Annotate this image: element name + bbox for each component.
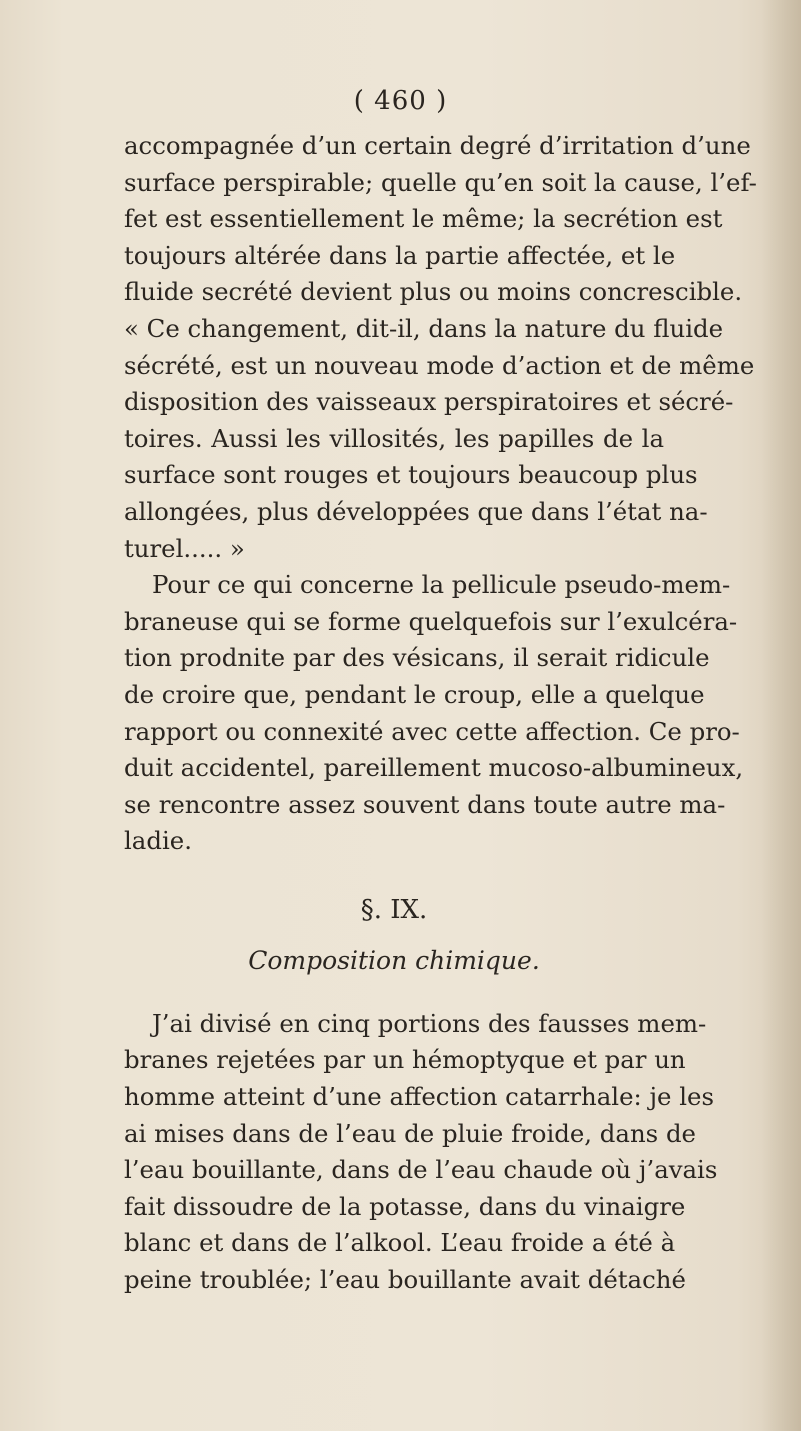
text-line: l’eau bouillante, dans de l’eau chaude où j’avais: [124, 1155, 718, 1185]
page-edge-shadow: [761, 0, 801, 1431]
text-line: turel..... »: [124, 533, 245, 563]
text-line: tion prodnite par des vésicans, il serait ridicule: [124, 643, 710, 673]
section-title: Composition chimique.: [248, 945, 540, 975]
text-line: ai mises dans de l’eau de pluie froide, dans de: [124, 1118, 696, 1148]
text-line: de croire que, pendant le croup, elle a quelque: [124, 679, 705, 709]
text-line: toires. Aussi les villosités, les papilles de la: [124, 423, 664, 453]
text-line: accompagnée d’un certain degré d’irritation d’une: [124, 131, 751, 160]
text-line: surface sont rouges et toujours beaucoup plus: [124, 460, 698, 490]
page-text: [124, 128, 757, 1299]
text-line: braneuse qui se forme quelquefois sur l’exulcéra-: [124, 606, 738, 636]
text-line: toujours altérée dans la partie affectée, et le: [124, 240, 676, 270]
paragraph-3: [124, 1006, 718, 1299]
text-line: surface perspirable; quelle qu’en soit la cause, l’ef-: [124, 167, 757, 197]
paragraph-2: [124, 567, 744, 860]
text-line: blanc et dans de l’alkool. L’eau froide a été à: [124, 1228, 676, 1258]
text-line: Pour ce qui concerne la pellicule pseudo-mem-: [152, 570, 731, 600]
text-line: duit accidentel, pareillement mucoso-albumineux,: [124, 753, 744, 783]
text-line: disposition des vaisseaux perspiratoires et sécré-: [124, 387, 734, 417]
page-number: ( 460 ): [353, 86, 448, 116]
text-line: fait dissoudre de la potasse, dans du vinaigre: [124, 1191, 686, 1221]
text-line: rapport ou connexité avec cette affection. Ce pro-: [124, 716, 740, 746]
text-line: se rencontre assez souvent dans toute autre ma-: [124, 789, 726, 819]
text-line: J’ai divisé en cinq portions des fausses mem-: [152, 1008, 707, 1038]
text-line: sécrété, est un nouveau mode d’action et de même: [124, 350, 755, 380]
text-line: fluide secrété devient plus ou moins concrescible.: [124, 277, 743, 307]
text-line: peine troublée; l’eau bouillante avait détaché: [124, 1265, 686, 1295]
text-line: « Ce changement, dit-il, dans la nature du fluide: [124, 313, 724, 343]
text-line: homme atteint d’une affection catarrhale: je les: [124, 1082, 714, 1112]
text-line: branes rejetées par un hémoptyque et par un: [124, 1045, 686, 1075]
paragraph-1: [124, 128, 757, 567]
text-line: fet est essentiellement le même; la secrétion est: [124, 204, 723, 234]
text-line: allongées, plus développées que dans l’état na-: [124, 496, 708, 526]
section-number: §. IX.: [360, 894, 428, 925]
text-line: ladie.: [124, 826, 192, 856]
